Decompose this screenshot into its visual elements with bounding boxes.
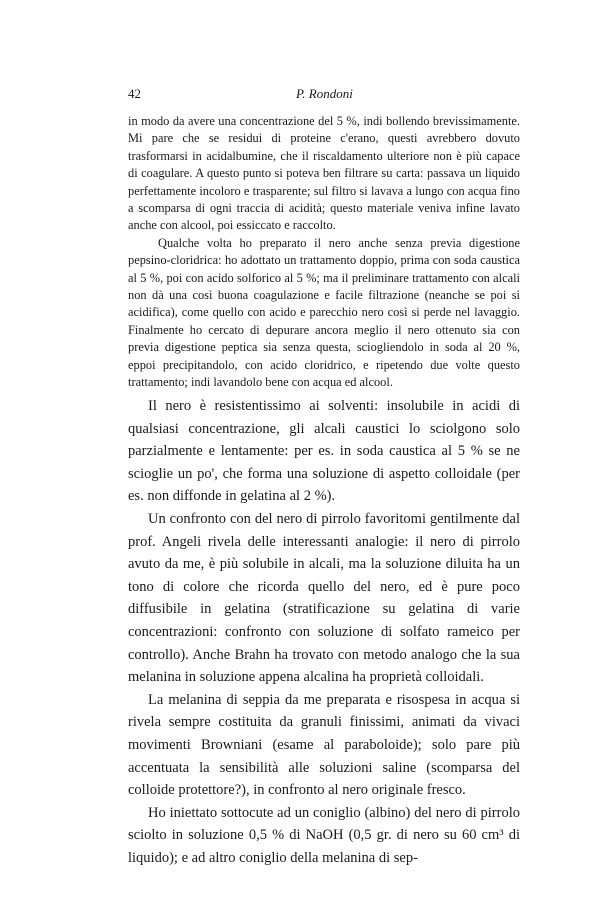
running-head: P. Rondoni bbox=[296, 86, 353, 101]
paragraph-pyrrole-comparison: Un confronto con del nero di pirrolo favoritomi gentilmente dal prof. Angeli rivela delle interessanti analogie: il nero di pirrolo avuto da me, è più solubile in alcali, ma la soluzione diluita ha un tono di colore che ricorda quello del nero, ed è pure poco diffusibile in gelatina (stratificazione su gelatina di varie concentrazioni: confronto con soluzione di solfato rameico per controllo). Anche Brahn ha trovato con metodo analogo che la sua melanina in soluzione appena alcalina ha proprietà colloidali. bbox=[128, 510, 520, 686]
paragraph-solvents: Il nero è resistentissimo ai solventi: insolubile in acidi di qualsiasi concentrazione, gli alcali caustici lo sciolgono solo parzialmente e lentamente: per es. in soda caustica al 5 % se ne scioglie un po', che forma una soluzione di aspetto colloidale (per es. non diffonde in gelatina al 2 %). bbox=[128, 398, 520, 505]
paragraph-injection: Ho iniettato sottocute ad un coniglio (albino) del nero di pirrolo sciolto in soluzione 0,5 % di NaOH (0,5 gr. di nero su 60 cm³ di liquido); e ad altro coniglio della melanina di sep- bbox=[128, 804, 520, 866]
main-text-block bbox=[128, 395, 520, 869]
small-print-block bbox=[128, 113, 520, 392]
page-header bbox=[128, 86, 520, 108]
small-paragraph-1: in modo da avere una concentrazione del 5 %, indi bollendo brevissimamente. Mi pare che se residui di proteine c'erano, questi avrebbero dovuto trasformarsi in acidalbumine, che il riscaldamento ulteriore non è più capace di coagulare. A questo punto si poteva ben filtrare su carta: passava un liquido perfettamente incoloro e trasparente; sul filtro si lavava a lungo con acqua fino a scomparsa di ogni traccia di acidità; questo materiale veniva infine lavato anche con alcool, poi essiccato e raccolto. bbox=[128, 114, 520, 233]
paragraph-sepia-melanin: La melanina di seppia da me preparata e risospesa in acqua si rivela sempre costituita da granuli finissimi, animati da vivaci movimenti Browniani (esame al paraboloide); solo pare più accentuata la sensibilità alle soluzioni saline (scomparsa del colloide protettore?), in confronto al nero originale fresco. bbox=[128, 691, 520, 799]
page-number: 42 bbox=[128, 86, 141, 101]
small-paragraph-2: Qualche volta ho preparato il nero anche senza previa digestione pepsino-cloridrica: ho adottato un trattamento doppio, prima con soda caustica al 5 %, poi con acido solforico al 5 %; ma il preliminare trattamento con alcali non dà una così buona coagulazione e facile filtrazione (neanche se poi si acidifica), come quello con acido e parecchio nero così si perde nel lavaggio. Finalmente ho cercato di depurare ancora meglio il nero ottenuto sia con previa digestione peptica sia senza questa, sciogliendolo in soda al 20 %, eppoi precipitandolo, con acido cloridrico, e ripetendo due volte questo trattamento; indi lavandolo bene con acqua ed alcool. bbox=[128, 235, 520, 390]
